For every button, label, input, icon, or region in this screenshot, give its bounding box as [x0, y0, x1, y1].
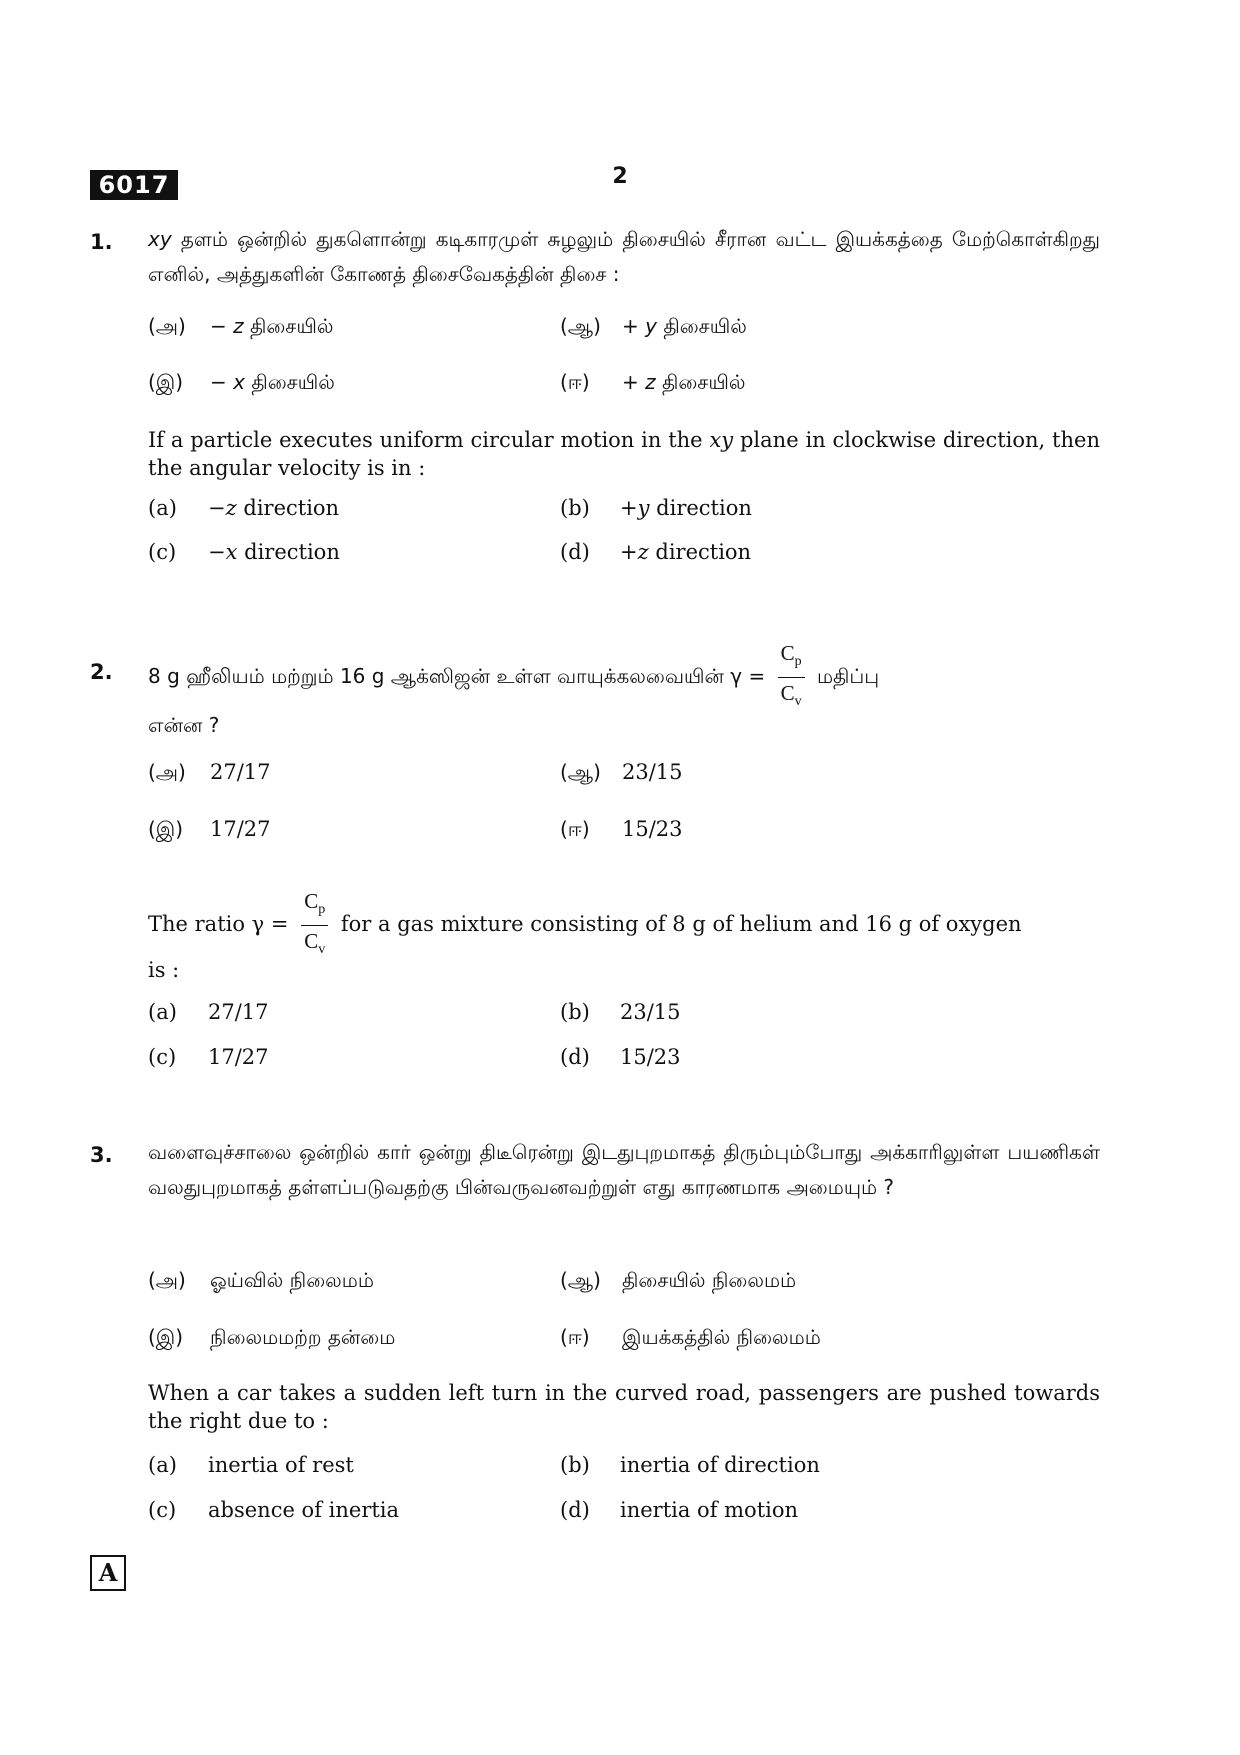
question-2-tamil-text [148, 638, 1100, 717]
option-tamil-b [560, 314, 747, 341]
option-english-c [148, 1045, 269, 1069]
option-text: direction [244, 540, 340, 564]
tamil-question-body: வளைவுச்சாலை ஒன்றில் கார் ஒன்று திடீரென்று இடதுபுறமாகத் திரும்பும்போது அக்காரிலுள்ள பயணிகள் வலதுபுறமாகத் தள்ளப்படுவதற்கு பின்வருவனவற்றுள் எது காரணமாக அமையும் ? [148, 1140, 1100, 1199]
variable-xy: xy [709, 428, 734, 452]
question-2-english-line2 [148, 956, 1100, 984]
option-text: இயக்கத்தில் நிலைமம் [622, 1325, 821, 1349]
question-2-tamil-line2 [148, 708, 1100, 743]
denominator-subscript: v [794, 694, 802, 710]
question-2-english-text [148, 886, 1100, 965]
option-text: 17/27 [208, 1045, 269, 1069]
option-label: (d) [560, 1498, 590, 1522]
option-label: (c) [148, 1498, 177, 1522]
option-english-b [560, 496, 752, 520]
english-question-body: When a car takes a sudden left turn in the curved road, passengers are pushed towards the right due to : [148, 1381, 1100, 1433]
option-tamil-a [148, 760, 271, 787]
fraction-denominator: C [304, 929, 319, 954]
gamma-fraction [778, 638, 805, 717]
option-text: திசையில் [661, 370, 746, 394]
option-variable: z [233, 314, 244, 338]
option-sign: + [622, 370, 639, 394]
option-text: direction [655, 540, 752, 564]
option-text: திசையில் [249, 314, 334, 338]
tamil-question-part: என்ன ? [148, 713, 220, 737]
option-tamil-a [148, 314, 334, 341]
denominator-subscript: v [318, 942, 326, 958]
question-1-tamil-text [148, 222, 1100, 292]
option-english-c [148, 1498, 399, 1522]
option-label: (ஆ) [560, 760, 601, 784]
option-label: (d) [560, 1045, 590, 1069]
option-label: (அ) [148, 760, 186, 784]
option-tamil-a [148, 1268, 374, 1295]
question-3-english-text [148, 1379, 1100, 1435]
option-tamil-c [148, 817, 271, 844]
option-text: திசையில் [663, 314, 747, 338]
option-label: (b) [560, 496, 590, 520]
option-text: திசையில் நிலைமம் [622, 1268, 797, 1292]
option-tamil-d [560, 370, 746, 397]
variable-xy: xy [148, 227, 172, 251]
option-sign: − [208, 496, 226, 520]
option-text: திசையில் [251, 370, 335, 394]
option-tamil-d [560, 817, 683, 844]
option-variable: y [637, 496, 650, 520]
option-label: (இ) [148, 817, 184, 841]
option-variable: x [233, 370, 245, 394]
option-english-a [148, 1453, 354, 1477]
option-label: (c) [148, 540, 177, 564]
question-number: 3. [90, 1143, 113, 1167]
option-label: (c) [148, 1045, 177, 1069]
page-number: 2 [612, 164, 628, 189]
option-english-a [148, 496, 339, 520]
option-english-d [560, 1045, 681, 1069]
option-text: inertia of direction [620, 1453, 820, 1477]
option-text: inertia of rest [208, 1453, 354, 1477]
option-label: (ஆ) [560, 314, 601, 338]
option-variable: z [225, 496, 237, 520]
option-label: (a) [148, 1000, 177, 1024]
paper-code-badge: 6017 [90, 170, 178, 200]
option-tamil-c [148, 1325, 395, 1352]
option-label: (a) [148, 1453, 177, 1477]
option-sign: − [210, 370, 227, 394]
option-english-b [560, 1453, 820, 1477]
option-sign: + [620, 496, 638, 520]
option-sign: − [210, 314, 227, 338]
option-sign: − [208, 540, 226, 564]
option-text: direction [656, 496, 752, 520]
english-question-part: plane in clockwise direction, then the angular velocity is in : [148, 428, 1100, 480]
option-variable: z [637, 540, 649, 564]
option-text: 23/15 [620, 1000, 681, 1024]
numerator-subscript: p [318, 902, 326, 918]
option-label: (b) [560, 1453, 590, 1477]
option-label: (b) [560, 1000, 590, 1024]
option-label: (ஆ) [560, 1268, 601, 1292]
option-text: ஓய்வில் நிலைமம் [210, 1268, 374, 1292]
english-question-part: The ratio γ = [148, 912, 289, 937]
question-3-tamil-text [148, 1135, 1100, 1205]
option-tamil-c [148, 370, 335, 397]
option-variable: x [225, 540, 238, 564]
option-label: (அ) [148, 314, 186, 338]
question-number: 1. [90, 230, 113, 254]
english-question-part: for a gas mixture consisting of 8 g of helium and 16 g of oxygen [340, 912, 1022, 937]
option-label: (ஈ) [560, 817, 590, 841]
english-question-part: is : [148, 958, 180, 982]
option-text: 27/17 [208, 1000, 269, 1024]
option-text: 27/17 [210, 760, 271, 784]
option-text: 17/27 [210, 817, 271, 841]
option-label: (இ) [148, 370, 184, 394]
tamil-question-part: மதிப்பு [816, 664, 880, 689]
english-question-part: If a particle executes uniform circular motion in the [148, 428, 703, 452]
fraction-numerator: C [780, 641, 795, 665]
question-set-badge: A [90, 1555, 126, 1591]
option-label: (d) [560, 540, 590, 564]
option-label: (ஈ) [560, 370, 590, 394]
option-variable: y [645, 314, 657, 338]
option-english-c [148, 540, 340, 564]
option-english-d [560, 1498, 798, 1522]
question-1-english-text [148, 426, 1100, 482]
gamma-fraction [301, 886, 328, 965]
option-english-d [560, 540, 751, 564]
option-sign: + [620, 540, 638, 564]
option-english-a [148, 1000, 269, 1024]
option-sign: + [622, 314, 639, 338]
option-text: 15/23 [622, 817, 683, 841]
option-label: (a) [148, 496, 177, 520]
fraction-numerator: C [304, 889, 319, 913]
tamil-question-part: 8 g ஹீலியம் மற்றும் 16 g ஆக்ஸிஜன் உள்ள வாயுக்கலவையின் γ = [148, 664, 766, 689]
option-tamil-d [560, 1325, 821, 1352]
option-label: (அ) [148, 1268, 186, 1292]
option-label: (ஈ) [560, 1325, 590, 1349]
fraction-denominator: C [780, 681, 795, 706]
question-number: 2. [90, 660, 113, 684]
option-text: 15/23 [620, 1045, 681, 1069]
option-text: absence of inertia [208, 1498, 400, 1522]
option-text: direction [243, 496, 340, 520]
option-text: நிலைமமற்ற தன்மை [210, 1325, 396, 1349]
option-variable: z [645, 370, 656, 394]
numerator-subscript: p [794, 654, 802, 670]
option-text: inertia of motion [620, 1498, 799, 1522]
tamil-question-body: தளம் ஒன்றில் துகளொன்று கடிகாரமுள் சுழலும் திசையில் சீரான வட்ட இயக்கத்தை மேற்கொள்கிறது எனில், அத்துகளின் கோணத் திசைவேகத்தின் திசை : [148, 227, 1100, 286]
option-english-b [560, 1000, 681, 1024]
option-tamil-b [560, 1268, 796, 1295]
option-text: 23/15 [622, 760, 683, 784]
option-label: (இ) [148, 1325, 184, 1349]
option-tamil-b [560, 760, 683, 787]
